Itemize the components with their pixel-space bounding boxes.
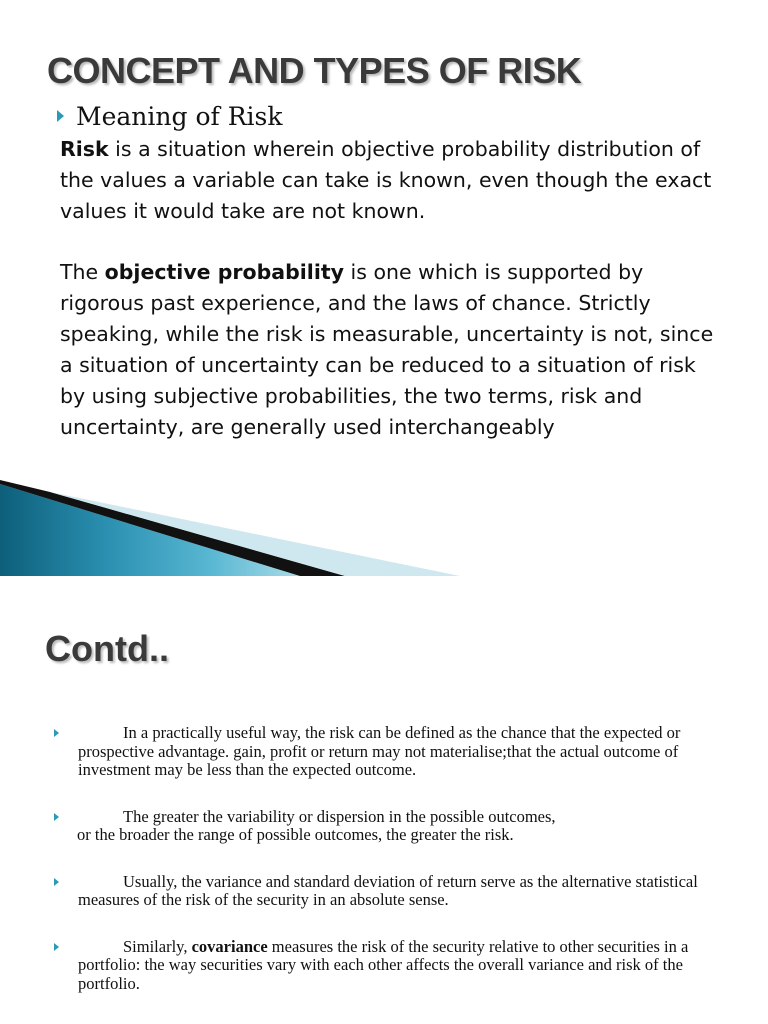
decorative-swoosh (0, 480, 768, 576)
bullet-triangle-icon (54, 943, 59, 951)
paragraph-prefix: The (60, 260, 105, 284)
paragraph-risk-definition (60, 134, 720, 227)
bullet-list (54, 724, 724, 1021)
list-item (54, 938, 724, 994)
bullet-triangle-icon (54, 729, 59, 737)
list-item-text: Usually, the variance and standard deviation of return serve as the alternative statistical measures of the risk of the security in an absolute sense. (78, 871, 698, 909)
paragraph-text: is a situation wherein objective probability distribution of the values a variable can take is known, even though the exact values it would take are not known. (60, 137, 712, 223)
list-item-prefix: Similarly, (123, 936, 192, 956)
slide-body (60, 134, 720, 473)
list-item (54, 873, 724, 910)
bullet-heading (57, 102, 283, 131)
bullet-heading-text: Meaning of Risk (76, 102, 283, 131)
bold-term-objective-probability: objective probability (104, 260, 345, 284)
list-item-text: measures the risk of the security relative to other securities in a portfolio: the way securities vary with each other affects the overall variance and risk of the portfolio. (78, 936, 689, 993)
paragraph-text: is one which is supported by rigorous past experience, and the laws of chance. Strictly speaking, while the risk is measurable, uncertainty is not, since a situation of uncertainty can be reduced to a situation of risk by using subjective probabilities, the two terms, risk and uncertainty, are generally used interchangeably (60, 260, 714, 439)
bullet-triangle-icon (54, 813, 59, 821)
slide-title: Contd.. (45, 628, 169, 669)
bullet-triangle-icon (57, 110, 64, 122)
list-item-text: In a practically useful way, the risk can be defined as the chance that the expected or prospective advantage. gain, profit or return may not materialise;that the actual outcome of investment may be less than the expected outcome. (78, 723, 681, 779)
bold-term-covariance: covariance (191, 936, 268, 956)
slide-2 (0, 590, 768, 1024)
bullet-triangle-icon (54, 878, 59, 886)
slide-title: CONCEPT AND TYPES OF RISK (47, 50, 582, 91)
list-item-text-line2: or the broader the range of possible outcomes, the greater the risk. (77, 825, 514, 844)
bold-term-risk: Risk (60, 137, 109, 161)
list-item (54, 724, 724, 780)
list-item-text: The greater the variability or dispersion in the possible outcomes, (123, 806, 556, 826)
paragraph-objective-probability (60, 257, 720, 443)
list-item (54, 808, 724, 845)
